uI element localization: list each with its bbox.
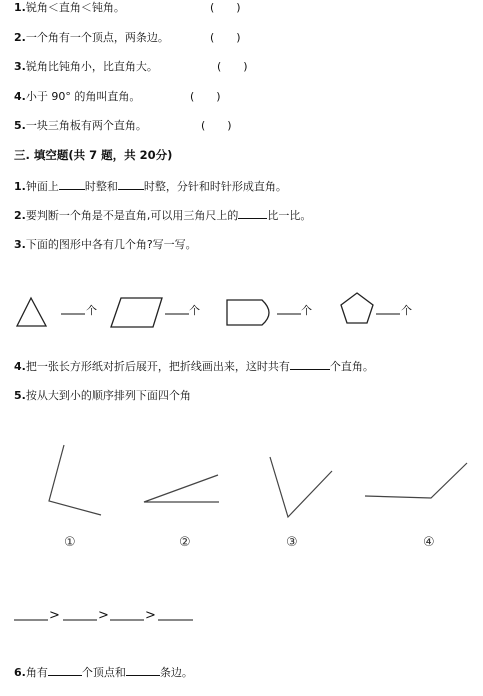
question-number: 3. [14,60,26,73]
question-text: 比一比。 [267,209,312,222]
answer-parentheses[interactable]: ( ) [210,1,241,14]
answer-parentheses[interactable]: ( ) [190,90,221,103]
unit-label: 个 [401,304,412,317]
question-number: 4. [14,90,26,103]
question-number: 1. [14,180,26,193]
question-number: 5. [14,119,26,132]
question-text: 下面的图形中各有几个角?写一写。 [25,238,197,251]
question-text: 锐角＜直角＜钝角。 [25,1,125,14]
angle-label-3: ③ [286,535,298,550]
answer-parentheses[interactable]: ( ) [210,31,241,44]
question-text: 一块三角板有两个直角。 [25,119,147,132]
question-text: 把一张长方形纸对折后展开，把折线画出来，这时共有 [25,360,290,373]
question-text: 时整和 [84,180,118,193]
question-text: 个直角。 [329,360,374,373]
question-text: 角有 [25,666,48,679]
greater-than-sign: > [49,608,60,623]
question-number: 6. [14,666,26,679]
q5-angles [49,445,467,517]
question-text: 要判断一个角是不是直角,可以用三角尺上的 [25,209,239,222]
question-text: 钟面上 [25,180,59,193]
question-number: 3. [14,238,26,251]
rounded-pentagon-shape [227,300,269,325]
unit-label: 个 [189,304,200,317]
angle-4 [365,463,467,498]
angle-label-1: ① [64,535,76,550]
answer-parentheses[interactable]: ( ) [201,119,232,132]
question-text: 锐角比钝角小，比直角大。 [25,60,158,73]
pentagon-shape [341,293,373,323]
angle-label-4: ④ [423,535,435,550]
section-title: 三. 填空题(共 7 题，共 20分) [14,148,173,162]
question-text: 个顶点和 [81,666,126,679]
angle-2 [144,475,219,502]
question-text: 小于 90° 的角叫直角。 [25,90,141,103]
greater-than-sign: > [145,608,156,623]
question-number: 2. [14,31,26,44]
angle-1 [49,445,101,515]
question-number: 4. [14,360,26,373]
angle-3 [270,457,332,517]
question-number: 1. [14,1,26,14]
unit-label: 个 [301,304,312,317]
question-text: 时整，分针和时针形成直角。 [143,180,287,193]
question-text: 按从大到小的顺序排列下面四个角 [25,389,191,402]
parallelogram-shape [111,298,162,327]
question-text: 条边。 [159,666,193,679]
greater-than-sign: > [98,608,109,623]
question-text: 一个角有一个顶点，两条边。 [25,31,169,44]
question-number: 5. [14,389,26,402]
question-number: 2. [14,209,26,222]
angle-label-2: ② [179,535,191,550]
unit-label: 个 [86,304,97,317]
triangle-shape [17,298,46,326]
answer-parentheses[interactable]: ( ) [217,60,248,73]
